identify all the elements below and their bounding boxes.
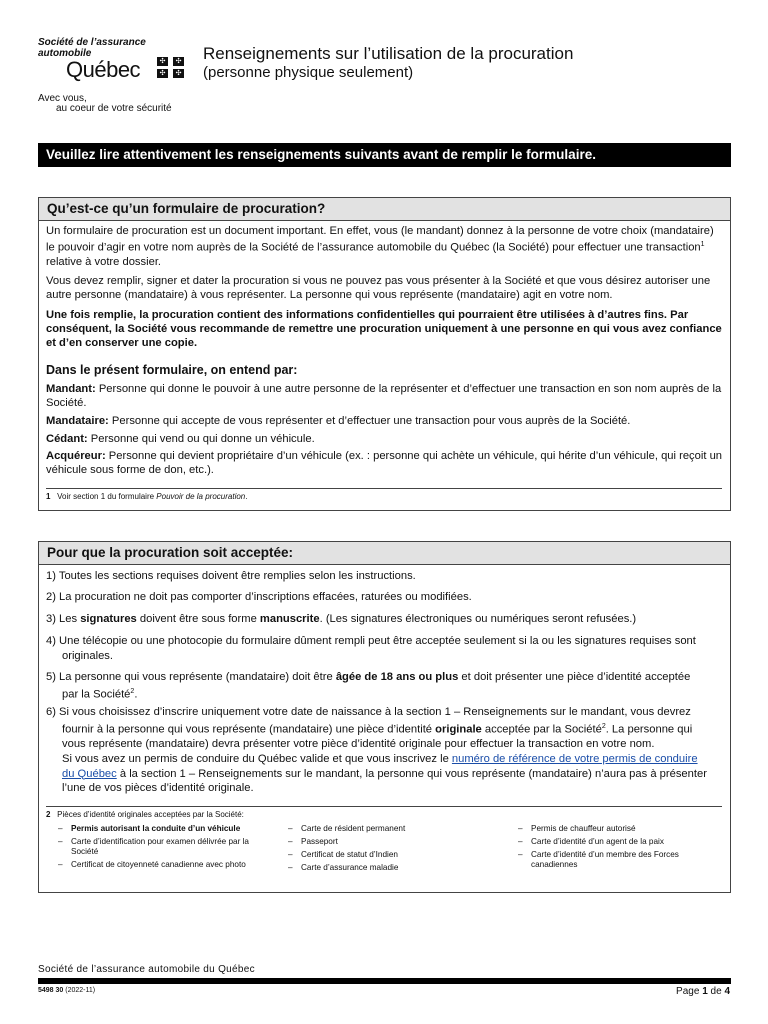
list-item: – Permis autorisant la conduite d’un véhicule [58, 824, 241, 833]
condition-2: 2) La procuration ne doit pas comporter d’inscriptions effacées, raturées ou modifiées. [46, 591, 472, 603]
definition-mandant: Mandant: Personne qui donne le pouvoir à une autre personne de la représenter et d’effectuer une transaction en son nom auprès de la Société. [46, 383, 722, 409]
paragraph-confidential: Une fois remplie, la procuration contient des informations confidentielles qui pourraient être utilisées à d’autres fins. Par conséquent, la Société vous recommande de remettre une procuration uniquement à une personne en qui vous avez confiance et d’en conserver une copie. [46, 309, 722, 349]
paragraph-intro: Un formulaire de procuration est un document important. En effet, vous (le mandant) donnez à la personne de votre choix (mandataire) le pouvoir d’agir en votre nom auprès de la Société de l’assurance automobile du Québec (la Société) pour effectuer une transaction$^1$ relative à votre dossier. [46, 225, 714, 268]
list-item: – Carte d’assurance maladie [288, 863, 399, 872]
logo-organization-name: Société de l’assurance automobile [38, 37, 146, 59]
section-title: Pour que la procuration soit acceptée: [39, 542, 730, 565]
condition-3: 3) Les signatures doivent être sous forme manuscrite. (Les signatures électroniques ou numériques seront refusées.) [46, 613, 637, 625]
permit-reference-link[interactable]: numéro de référence de votre permis de conduire [451, 753, 698, 765]
paragraph-must-fill: Vous devez remplir, signer et dater la procuration si vous ne pouvez pas vous présenter à la Société et que vous désirez autoriser une autre personne (mandataire) à vous représenter. La personne qui vous représente (mandataire) agit en votre nom. [46, 275, 711, 301]
list-item: – Carte de résident permanent [288, 824, 406, 833]
footnote-divider [46, 488, 722, 489]
definition-acquereur: Acquéreur: Personne qui devient propriétaire d’un véhicule (ex. : personne qui achète un véhicule, qui hérite d’un véhicule, qui reçoit un véhicule sous forme de don, etc.). [46, 450, 723, 476]
section-acceptance-conditions [38, 541, 731, 893]
form-code: 5498 30 (2022-11) [38, 987, 96, 994]
id-list-column-1 [58, 824, 273, 873]
condition-6-permit-note: Si vous avez un permis de conduire du Québec valide et que vous inscrivez le numéro de référence de votre permis de conduire du Québec à la section 1 – Renseignements sur le mandant, la personne qui vous représente (mandataire) n’aura pas à présenter l’une de vos pièces d’identité originale. [62, 753, 707, 794]
definition-cedant: Cédant: Personne qui vend ou qui donne un véhicule. [46, 433, 315, 445]
list-item: – Certificat de statut d’Indien [288, 850, 398, 859]
footer-organization: Société de l’assurance automobile du Québec [38, 964, 255, 975]
list-item: – Certificat de citoyenneté canadienne avec photo [58, 860, 246, 869]
footnote-2: 2 Pièces d’identité originales acceptées par la Société: [46, 810, 244, 819]
condition-5: 5) La personne qui vous représente (mandataire) doit être âgée de 18 ans ou plus et doit présenter une pièce d’identité acceptée par la Société$^2$. [46, 671, 691, 701]
logo-tagline-2: au coeur de votre sécurité [56, 103, 172, 114]
list-item: – Carte d’identification pour examen délivrée par la Société [58, 837, 249, 856]
condition-6: 6) Si vous choisissez d’inscrire uniquement votre date de naissance à la section 1 – Renseignements sur le mandant, vous devrez fournir à la personne qui vous représente (mandataire) une pièce d’identité originale acceptée par la Société$^2$. La personne qui vous représente (mandataire) devra présenter votre pièce d’identité originale pour effectuer la transaction en votre nom. [46, 706, 693, 750]
document-subtitle: (personne physique seulement) [203, 64, 414, 81]
permit-reference-link-cont[interactable]: du Québec [62, 767, 117, 780]
list-item: – Passeport [288, 837, 338, 846]
id-list-column-3 [518, 824, 718, 873]
list-item: – Carte d’identité d’un membre des Forces canadiennes [518, 850, 679, 869]
definition-mandataire: Mandataire: Personne qui accepte de vous représenter et d’effectuer une transaction pour vous auprès de la Société. [46, 415, 631, 427]
footnote-divider [46, 806, 722, 807]
section-what-is-procuration [38, 197, 731, 511]
document-title: Renseignements sur l’utilisation de la procuration [203, 44, 574, 63]
id-list-column-2 [288, 824, 503, 876]
footer-bar [38, 978, 731, 984]
logo-quebec-wordmark: Québec [66, 57, 141, 82]
section-title: Qu’est-ce qu’un formulaire de procuration? [39, 198, 730, 221]
definitions-heading: Dans le présent formulaire, on entend par: [46, 363, 298, 377]
logo-tagline-1: Avec vous, [38, 93, 87, 104]
list-item: – Carte d’identité d’un agent de la paix [518, 837, 664, 846]
page-indicator: Page 1 de 4 [676, 986, 730, 997]
condition-1: 1) Toutes les sections requises doivent être remplies selon les instructions. [46, 570, 416, 582]
footnote-1: 1 Voir section 1 du formulaire Pouvoir de la procuration. [46, 492, 248, 501]
condition-4: 4) Une télécopie ou une photocopie du formulaire dûment rempli peut être acceptée seulement si la ou les signatures requises sont originales. [46, 635, 696, 662]
instruction-banner: Veuillez lire attentivement les renseignements suivants avant de remplir le formulaire. [38, 143, 731, 167]
list-item: – Permis de chauffeur autorisé [518, 824, 636, 833]
